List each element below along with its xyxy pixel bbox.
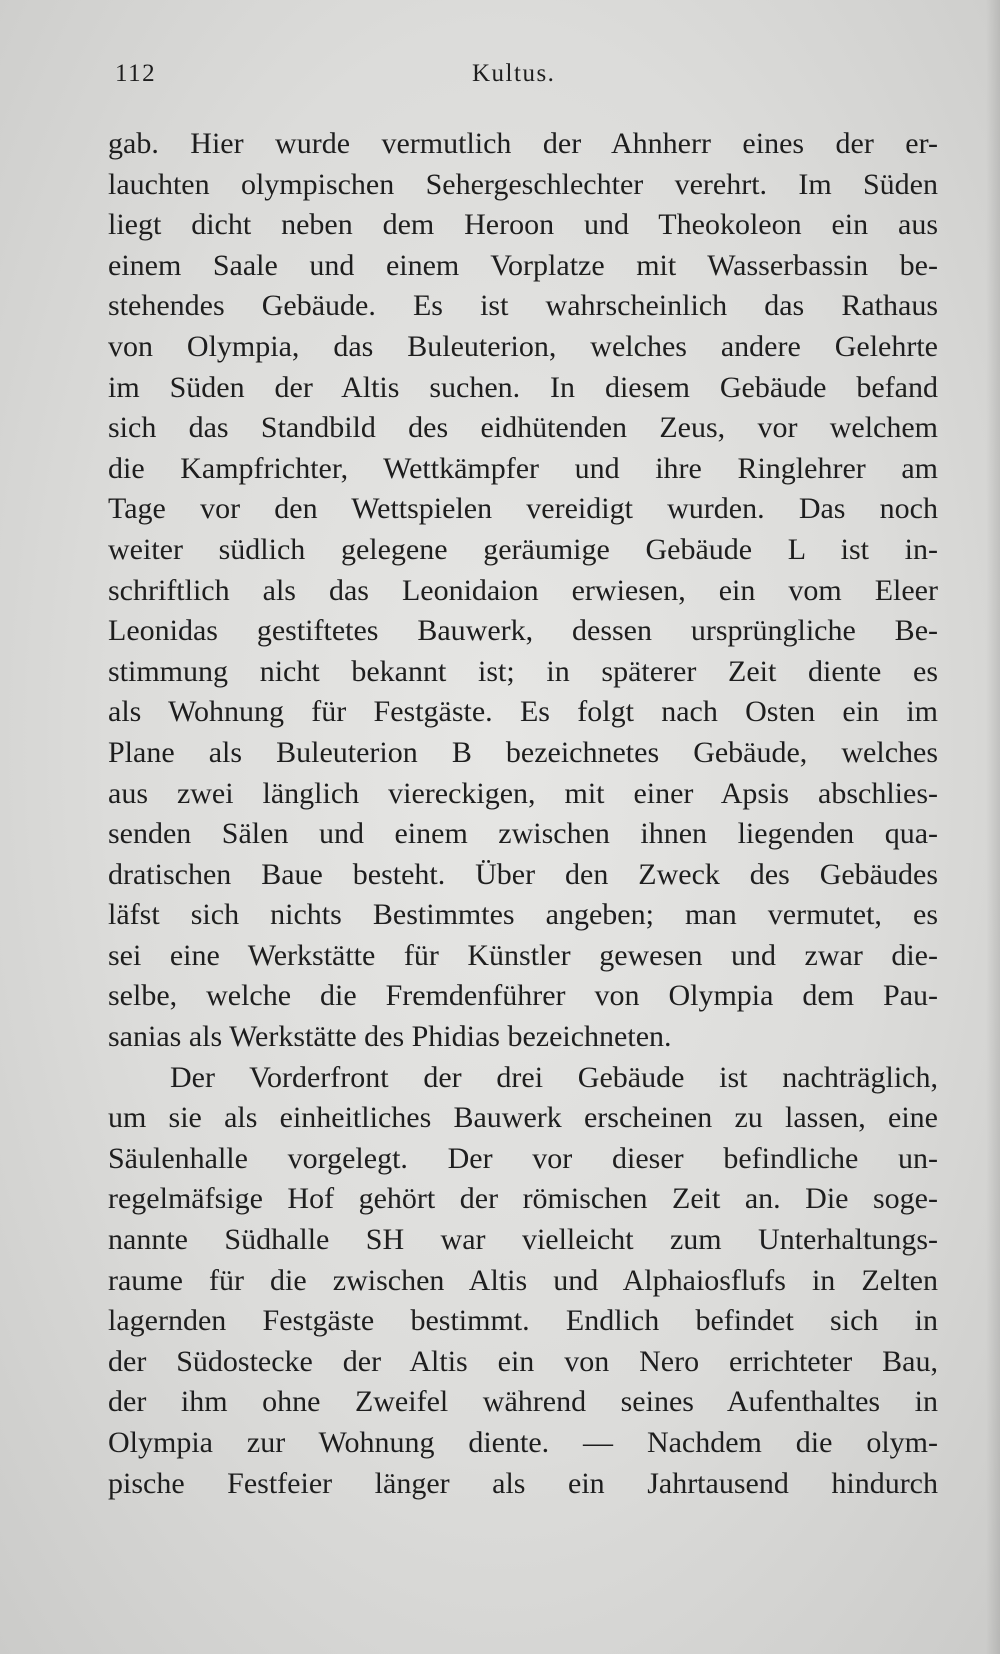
text-line: dratischen Baue besteht. Über den Zweck des Gebäudes xyxy=(108,857,938,891)
text-line: lagernden Festgäste bestimmt. Endlich befindet sich in xyxy=(108,1304,938,1338)
page-number: 112 xyxy=(115,60,157,87)
text-line: selbe, welche die Fremdenführer von Olympia dem Pau- xyxy=(108,979,938,1013)
text-line: senden Sälen und einem zwischen ihnen liegenden qua- xyxy=(108,817,938,851)
text-line: als Wohnung für Festgäste. Es folgt nach Osten ein im xyxy=(108,695,938,729)
text-line: der Südostecke der Altis ein von Nero errichteter Bau, xyxy=(108,1344,938,1378)
paragraph-start-line: Der Vorderfront der drei Gebäude ist nachträglich, xyxy=(170,1060,938,1094)
text-line: die Kampfrichter, Wettkämpfer und ihre Ringlehrer am xyxy=(108,451,938,485)
text-line: schriftlich als das Leonidaion erwiesen, ein vom Eleer xyxy=(108,573,938,607)
text-line: gab. Hier wurde vermutlich der Ahnherr eines der er- xyxy=(108,127,938,160)
text-line: pische Festfeier länger als ein Jahrtausend hindurch xyxy=(108,1466,938,1500)
text-line: von Olympia, das Buleuterion, welches andere Gelehrte xyxy=(108,329,938,363)
text-line: weiter südlich gelegene geräumige Gebäude L ist in- xyxy=(108,532,938,566)
text-line: aus zwei länglich viereckigen, mit einer Apsis abschlies- xyxy=(108,776,938,810)
running-head-title: Kultus. xyxy=(472,60,556,87)
text-line: raume für die zwischen Altis und Alphaiosflufs in Zelten xyxy=(108,1263,938,1297)
text-line: Olympia zur Wohnung diente. — Nachdem die olym- xyxy=(108,1426,938,1459)
text-line: regelmäfsige Hof gehört der römischen Zeit an. Die soge- xyxy=(108,1182,938,1216)
paragraph-end-line: sanias als Werkstätte des Phidias bezeichneten. xyxy=(108,1020,672,1054)
text-line: stehendes Gebäude. Es ist wahrscheinlich das Rathaus xyxy=(108,289,938,323)
text-line: stimmung nicht bekannt ist; in späterer Zeit diente es xyxy=(108,654,938,688)
text-line: Tage vor den Wettspielen vereidigt wurden. Das noch xyxy=(108,492,938,526)
text-line: Leonidas gestiftetes Bauwerk, dessen ursprüngliche Be- xyxy=(108,614,938,648)
text-line: einem Saale und einem Vorplatze mit Wasserbassin be- xyxy=(108,248,938,282)
running-head xyxy=(115,60,935,100)
text-line: lauchten olympischen Sehergeschlechter verehrt. Im Süden xyxy=(108,167,938,201)
body-text xyxy=(108,124,938,1504)
text-line: Säulenhalle vorgelegt. Der vor dieser befindliche un- xyxy=(108,1141,938,1175)
text-line: Plane als Buleuterion B bezeichnetes Gebäude, welches xyxy=(108,735,938,769)
text-line: im Süden der Altis suchen. In diesem Gebäude befand xyxy=(108,370,938,404)
text-line: liegt dicht neben dem Heroon und Theokoleon ein aus xyxy=(108,208,938,242)
text-line: der ihm ohne Zweifel während seines Aufenthaltes in xyxy=(108,1385,938,1419)
text-line: um sie als einheitliches Bauwerk erscheinen zu lassen, eine xyxy=(108,1101,938,1135)
text-line: nannte Südhalle SH war vielleicht zum Unterhaltungs- xyxy=(108,1223,938,1257)
text-line: sich das Standbild des eidhütenden Zeus, vor welchem xyxy=(108,411,938,445)
text-line: läfst sich nichts Bestimmtes angeben; man vermutet, es xyxy=(108,898,938,932)
text-line: sei eine Werkstätte für Künstler gewesen und zwar die- xyxy=(108,938,938,972)
